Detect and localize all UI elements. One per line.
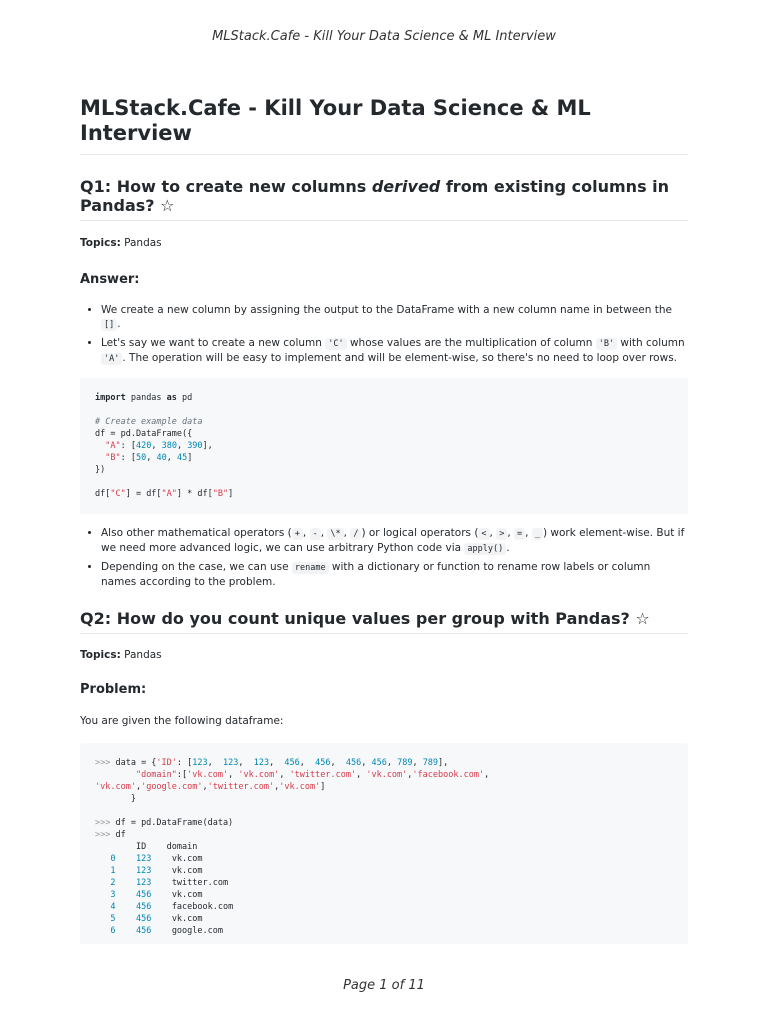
q2-intro: You are given the following dataframe: [80,715,284,727]
q1-topics [80,236,688,250]
list-item: • Depending on the case, we can use rename with a dictionary or function to rename row labels or column names according to the problem. [101,560,688,589]
list-item: • Also other mathematical operators ( + , - , \* , / ) or logical operators ( < , > , = , _ ) work element-wise. But if we need more advanced logic, we can use arbitrary Python code via apply() . [101,526,688,556]
q2-topics [80,648,688,662]
q2-problem-heading: Problem: [80,682,147,697]
page-footer: Page 1 of 11 [343,978,425,993]
q2-title: Q2: How do you count unique values per group with Pandas? ☆ [80,609,688,634]
page-title: MLStack.Cafe - Kill Your Data Science & ML Interview [80,96,688,155]
document-body [80,96,688,944]
running-header: MLStack.Cafe - Kill Your Data Science & ML Interview [212,29,556,44]
q2-code-block: >>> data = {'ID': [123, 123, 123, 456, 456, 456, 456, 789, 789], "domain":['vk.com', 'vk.com', 'twitter.com', 'vk.com','facebook.com', 'vk.com','google.com','twitter.com','vk.com'] } >>> df = pd.DataFrame(data) >>> df ID domain 0 123 vk.com 1 123 vk.com 2 123 twitter.com 3 456 vk.com 4 456 facebook.com 5 456 vk.com 6 456 google.com [80,743,688,944]
q2-topics-label: Topics: [80,649,121,661]
list-item: • Let's say we want to create a new column 'C' whose values are the multiplication of column 'B' with column 'A' . The operation will be easy to implement and will be element-wise, so there's no need to loop over rows. [101,336,688,366]
q2-topics-value: Pandas [124,649,162,661]
q1-answer-list [80,303,688,366]
q1-topics-value: Pandas [124,237,162,249]
q1-more-list [80,526,688,589]
q1-title: Q1: How to create new columns derived from existing columns in Pandas? ☆ [80,177,688,221]
q1-code-block: import pandas as pd # Create example data df = pd.DataFrame({ "A": [420, 380, 390], "B": [50, 40, 45] }) df["C"] = df["A"] * df["B"] [80,378,688,514]
q1-answer-heading: Answer: [80,272,140,287]
list-item: • We create a new column by assigning the output to the DataFrame with a new column name in between the [] . [101,303,688,332]
q1-topics-label: Topics: [80,237,121,249]
